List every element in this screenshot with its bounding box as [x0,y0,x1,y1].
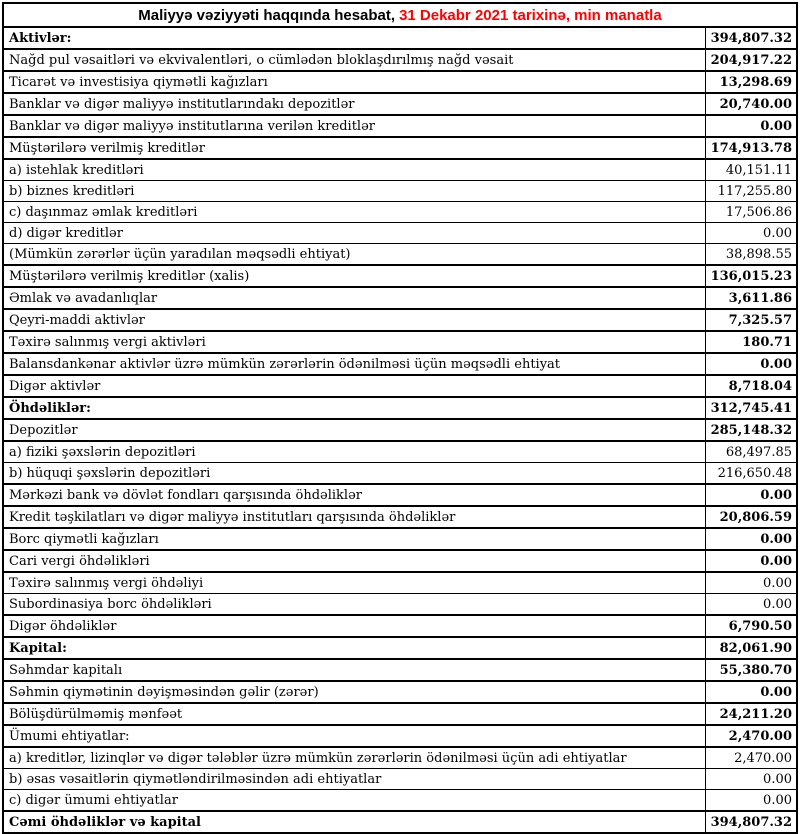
table-row [3,181,797,202]
row-label: Ticarət və investisiya qiymətli kağızları [3,71,705,93]
row-label: Borc qiymətli kağızları [3,528,705,550]
row-label: Digər öhdəliklər [3,615,705,637]
row-label: c) daşınmaz əmlak kreditləri [3,202,705,223]
table-row [3,615,797,637]
title-row [3,3,797,27]
row-label: Təxirə salınmış vergi öhdəliyi [3,572,705,594]
row-value: 0.00 [705,353,797,375]
row-value: 7,325.57 [705,309,797,331]
row-value: 394,807.32 [705,811,797,833]
row-label: Balansdankənar aktivlər üzrə mümkün zərərlərin ödənilməsi üçün məqsədli ehtiyat [3,353,705,375]
row-label: Əmlak və avadanlıqlar [3,287,705,309]
table-row [3,71,797,93]
row-label: Kredit təşkilatları və digər maliyyə institutları qarşısında öhdəliklər [3,506,705,528]
table-row [3,441,797,463]
table-row [3,419,797,441]
row-label: Səhmdar kapitalı [3,659,705,681]
row-value: 312,745.41 [705,397,797,419]
row-label: (Mümkün zərərlər üçün yaradılan məqsədli ehtiyat) [3,244,705,266]
row-label: Səhmin qiymətinin dəyişməsindən gəlir (zərər) [3,681,705,703]
row-value: 0.00 [705,572,797,594]
row-label: Banklar və digər maliyyə institutlarına verilən kreditlər [3,115,705,137]
table-row [3,463,797,485]
row-label: b) hüquqi şəxslərin depozitləri [3,463,705,485]
table-row [3,93,797,115]
row-value: 0.00 [705,528,797,550]
table-row [3,137,797,159]
row-label: a) fiziki şəxslərin depozitləri [3,441,705,463]
table-row [3,659,797,681]
table-row [3,572,797,594]
table-row [3,747,797,769]
row-label: Kapital: [3,637,705,659]
table-row [3,594,797,616]
row-value: 17,506.86 [705,202,797,223]
row-label: Cari vergi öhdəlikləri [3,550,705,572]
row-value: 394,807.32 [705,27,797,49]
row-value: 180.71 [705,331,797,353]
row-label: Subordinasiya borc öhdəlikləri [3,594,705,616]
row-label: Müştərilərə verilmiş kreditlər (xalis) [3,265,705,287]
report-title [3,3,797,27]
row-value: 6,790.50 [705,615,797,637]
financial-statement-table [2,2,798,834]
row-value: 216,650.48 [705,463,797,485]
table-row [3,484,797,506]
report-title-date: 31 Dekabr 2021 tarixinə, min manatla [399,6,662,24]
table-row [3,287,797,309]
row-label: Digər aktivlər [3,375,705,397]
row-label: a) istehlak kreditləri [3,159,705,181]
table-row [3,265,797,287]
table-row [3,49,797,71]
row-value: 0.00 [705,769,797,790]
row-label: Müştərilərə verilmiş kreditlər [3,137,705,159]
row-value: 285,148.32 [705,419,797,441]
row-label: Mərkəzi bank və dövlət fondları qarşısında öhdəliklər [3,484,705,506]
row-value: 0.00 [705,594,797,616]
row-label: b) əsas vəsaitlərin qiymətləndirilməsindən adi ehtiyatlar [3,769,705,790]
table-row [3,550,797,572]
table-body [3,27,797,833]
row-label: Qeyri-maddi aktivlər [3,309,705,331]
table-row [3,27,797,49]
row-value: 174,913.78 [705,137,797,159]
row-value: 204,917.22 [705,49,797,71]
row-label: Depozitlər [3,419,705,441]
row-value: 82,061.90 [705,637,797,659]
row-value: 0.00 [705,550,797,572]
table-row [3,506,797,528]
table-row [3,375,797,397]
row-label: d) digər kreditlər [3,223,705,244]
table-row [3,637,797,659]
row-label: Bölüşdürülməmiş mənfəət [3,703,705,725]
table-row [3,159,797,181]
row-label: Nağd pul vəsaitləri və ekvivalentləri, o cümlədən bloklaşdırılmış nağd vəsait [3,49,705,71]
row-value: 68,497.85 [705,441,797,463]
row-value: 0.00 [705,223,797,244]
row-value: 20,806.59 [705,506,797,528]
row-value: 2,470.00 [705,725,797,747]
table-row [3,811,797,833]
row-value: 2,470.00 [705,747,797,769]
row-value: 13,298.69 [705,71,797,93]
row-label: Öhdəliklər: [3,397,705,419]
row-value: 117,255.80 [705,181,797,202]
row-label: Cəmi öhdəliklər və kapital [3,811,705,833]
report-title-text: Maliyyə vəziyyəti haqqında hesabat, [138,6,396,24]
table-row [3,244,797,266]
row-value: 8,718.04 [705,375,797,397]
row-value: 24,211.20 [705,703,797,725]
table-row [3,790,797,812]
row-value: 0.00 [705,681,797,703]
table-row [3,353,797,375]
row-value: 0.00 [705,484,797,506]
row-value: 3,611.86 [705,287,797,309]
row-value: 20,740.00 [705,93,797,115]
table-row [3,725,797,747]
table-row [3,309,797,331]
table-row [3,115,797,137]
row-label: Banklar və digər maliyyə institutlarındakı depozitlər [3,93,705,115]
row-label: a) kreditlər, lizinqlər və digər tələblər üzrə mümkün zərərlərin ödənilməsi üçün adi ehtiyatlar [3,747,705,769]
row-value: 0.00 [705,790,797,812]
row-value: 38,898.55 [705,244,797,266]
table-row [3,528,797,550]
row-value: 0.00 [705,115,797,137]
table-row [3,223,797,244]
row-label: b) biznes kreditləri [3,181,705,202]
row-label: Təxirə salınmış vergi aktivləri [3,331,705,353]
table-row [3,397,797,419]
row-value: 55,380.70 [705,659,797,681]
table-row [3,681,797,703]
table-row [3,331,797,353]
table-row [3,202,797,223]
table-row [3,769,797,790]
table-row [3,703,797,725]
row-value: 136,015.23 [705,265,797,287]
row-label: Ümumi ehtiyatlar: [3,725,705,747]
row-label: c) digər ümumi ehtiyatlar [3,790,705,812]
row-value: 40,151.11 [705,159,797,181]
row-label: Aktivlər: [3,27,705,49]
report-sheet [2,2,798,834]
